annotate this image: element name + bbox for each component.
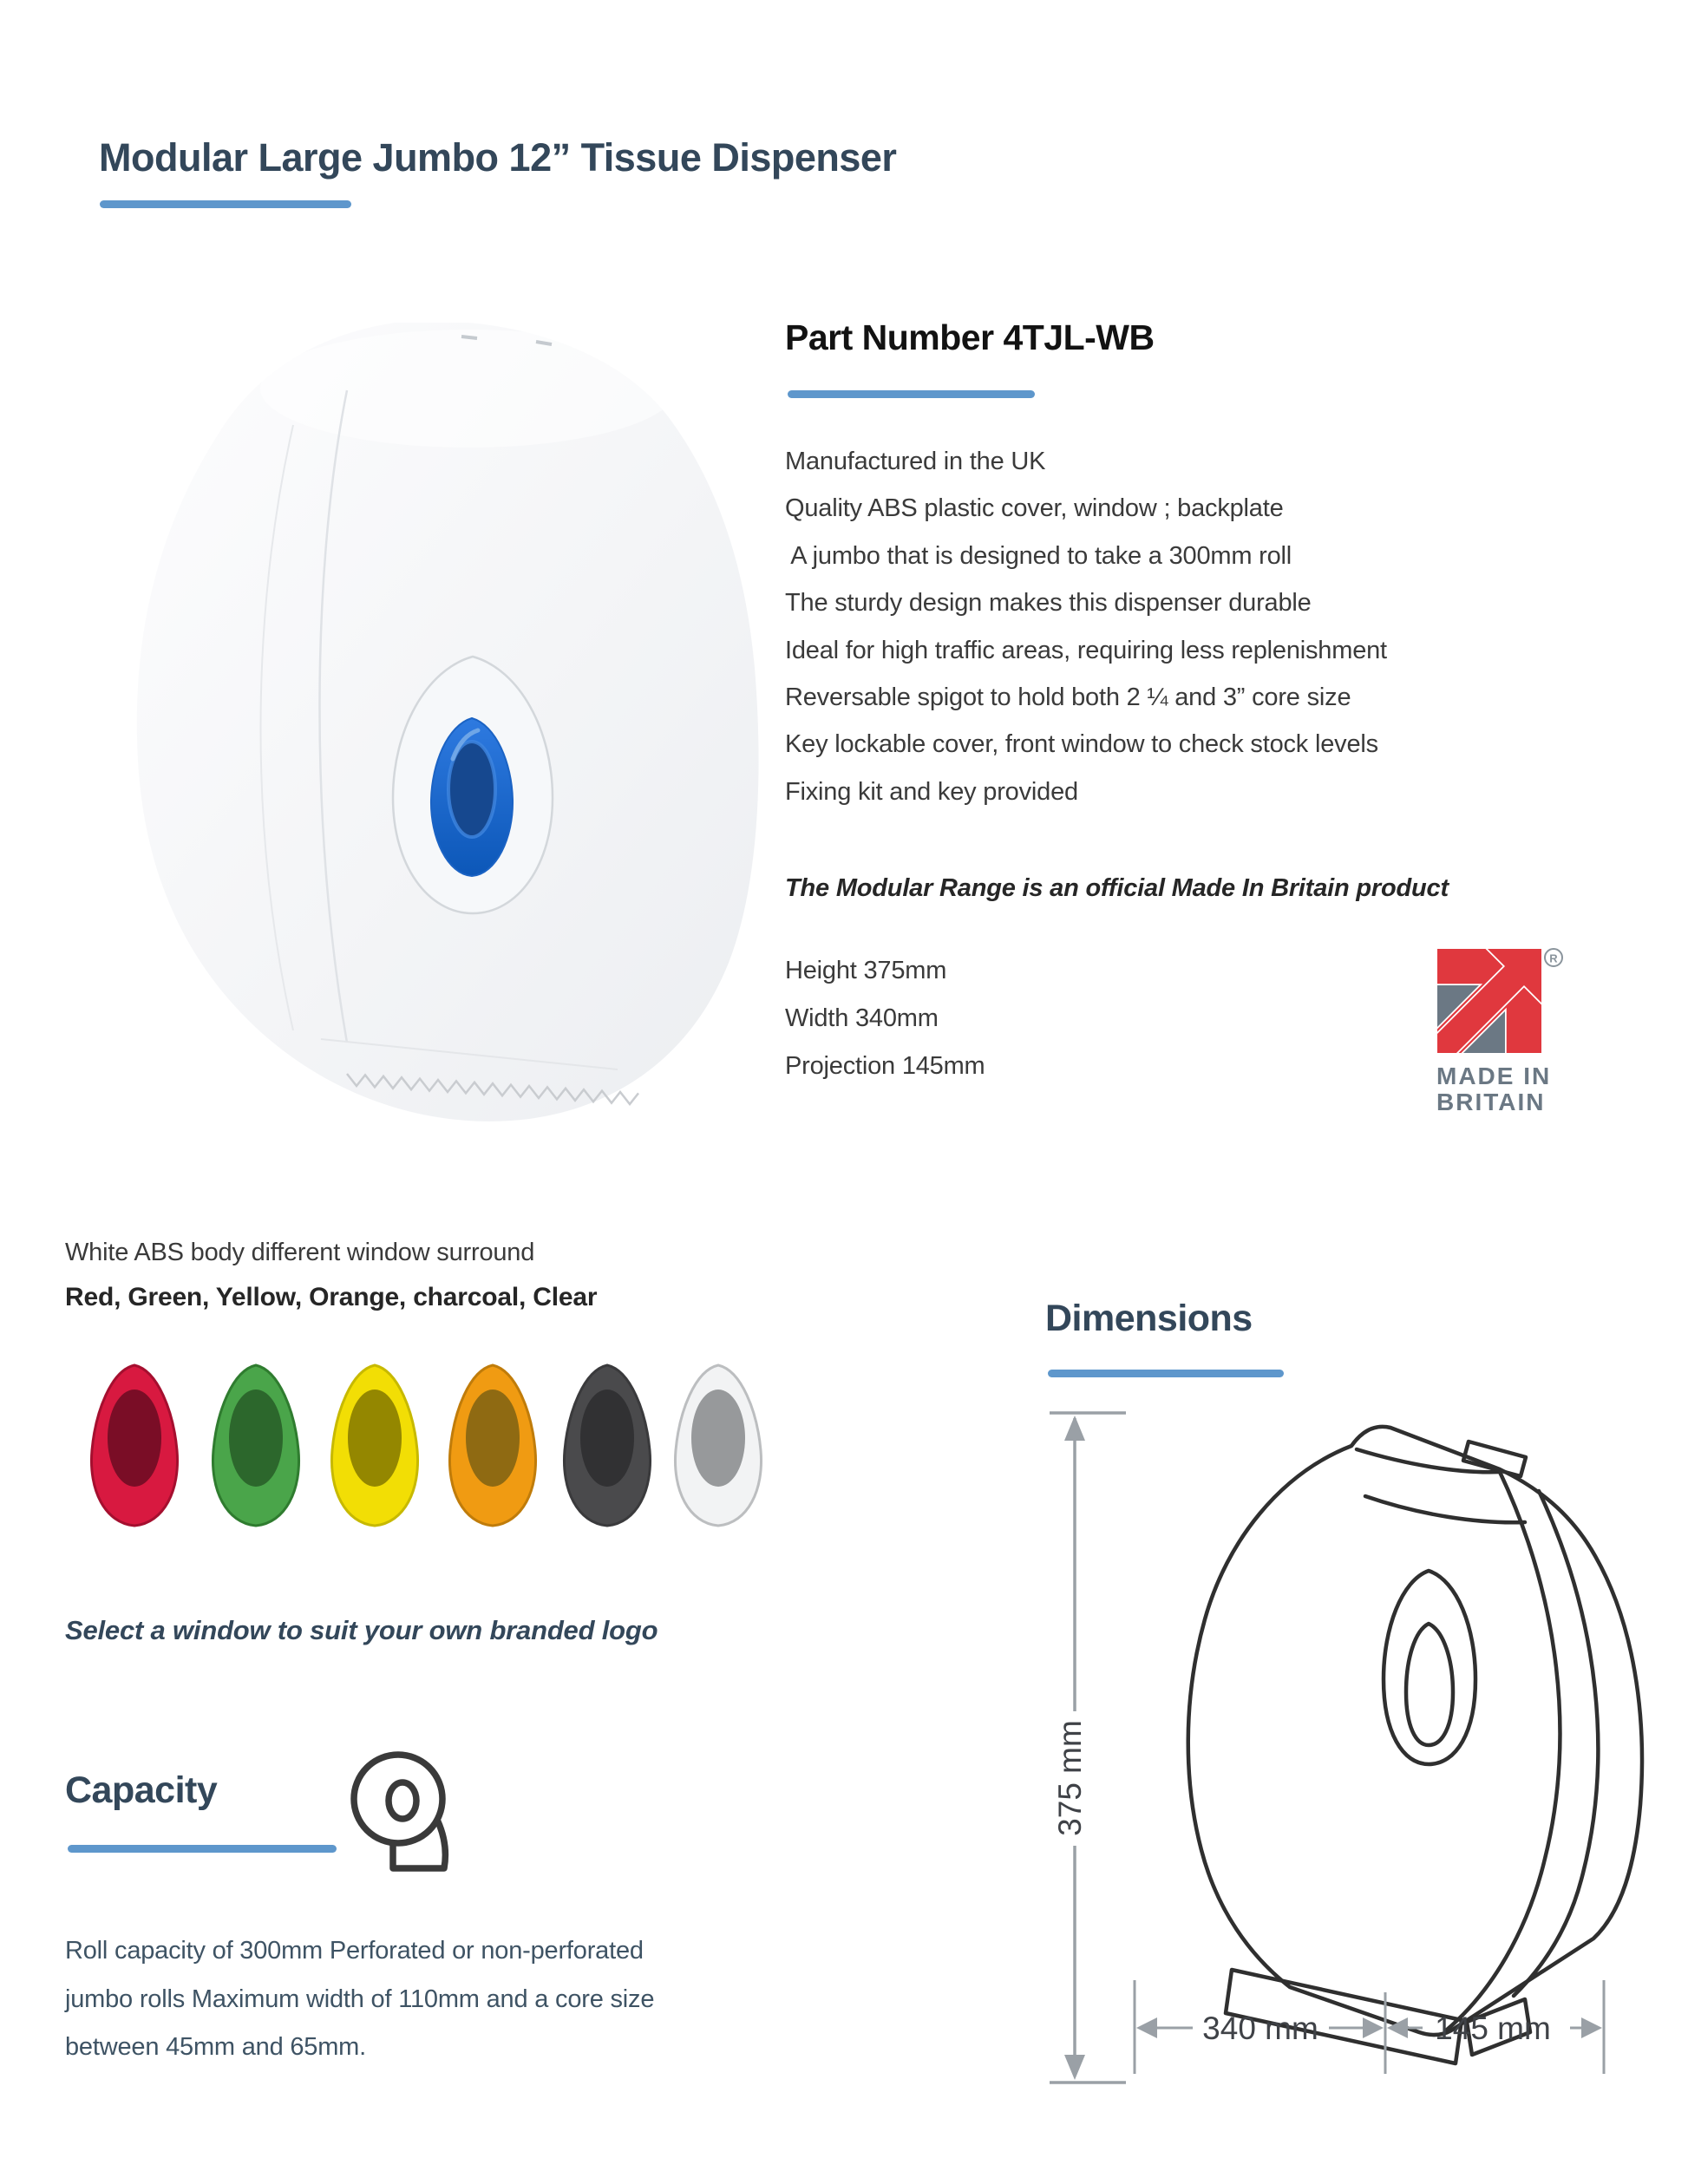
- swatch-clear: [675, 1365, 761, 1526]
- page-title: Modular Large Jumbo 12” Tissue Dispenser: [99, 135, 897, 180]
- feature-line: Key lockable cover, front window to check stock levels: [785, 730, 1378, 759]
- depth-dimension-label: 145 mm: [1435, 2011, 1551, 2046]
- feature-line: Manufactured in the UK: [785, 448, 1046, 475]
- window-color-list: Red, Green, Yellow, Orange, charcoal, Clear: [65, 1283, 598, 1311]
- swatch-orange: [449, 1365, 535, 1526]
- made-in-britain-logo: [1423, 935, 1583, 1117]
- feature-line: Fixing kit and key provided: [785, 777, 1078, 806]
- select-window-note: Select a window to suit your own branded logo: [65, 1615, 658, 1645]
- mib-text-line2: BRITAIN: [1436, 1089, 1546, 1115]
- spec-list: [785, 947, 985, 1090]
- swatch-yellow: [331, 1365, 417, 1526]
- feature-line: Ideal for high traffic areas, requiring less replenishment: [785, 636, 1387, 664]
- capacity-heading: Capacity: [65, 1769, 218, 1811]
- mib-text-line1: MADE IN: [1436, 1063, 1552, 1089]
- window-swatch-row: [61, 1351, 772, 1538]
- dimensions-diagram: [1015, 1392, 1688, 2138]
- spec-width: Width 340mm: [785, 1004, 939, 1032]
- window-surround-intro: White ABS body different window surround: [65, 1239, 535, 1266]
- spec-height: Height 375mm: [785, 957, 947, 984]
- registered-mark-letter: R: [1549, 951, 1558, 965]
- swatch-red: [91, 1365, 177, 1526]
- part-number-heading: Part Number 4TJL-WB: [785, 317, 1155, 357]
- capacity-line: Roll capacity of 300mm Perforated or non-perforated: [65, 1937, 644, 1965]
- product-photo-dispenser: [61, 286, 763, 1154]
- capacity-line: between 45mm and 65mm.: [65, 2033, 366, 2061]
- capacity-underline: [68, 1845, 337, 1853]
- width-dimension-label: 340 mm: [1202, 2011, 1318, 2046]
- swatch-charcoal: [564, 1365, 650, 1526]
- toilet-roll-icon: [334, 1743, 473, 1882]
- dimensions-heading: Dimensions: [1045, 1298, 1253, 1339]
- feature-line: A jumbo that is designed to take a 300mm roll: [785, 541, 1292, 570]
- capacity-paragraph: [65, 1927, 654, 2072]
- title-underline: [100, 200, 351, 208]
- spec-projection: Projection 145mm: [785, 1052, 985, 1080]
- part-underline: [788, 390, 1035, 398]
- swatch-green: [213, 1365, 298, 1526]
- made-in-britain-tagline: The Modular Range is an official Made In Britain product: [785, 874, 1449, 902]
- feature-line: Reversable spigot to hold both 2 ¼ and 3” core size: [785, 683, 1351, 712]
- feature-list: [785, 438, 1387, 815]
- capacity-line: jumbo rolls Maximum width of 110mm and a core size: [65, 1985, 655, 2013]
- feature-line: Quality ABS plastic cover, window ; backplate: [785, 494, 1284, 523]
- height-dimension-label: 375 mm: [1052, 1720, 1088, 1836]
- dispenser-outline-drawing: [1188, 1427, 1642, 2063]
- window-outline: [1384, 1571, 1475, 1764]
- dimensions-underline: [1048, 1370, 1284, 1377]
- feature-line: The sturdy design makes this dispenser durable: [785, 589, 1312, 618]
